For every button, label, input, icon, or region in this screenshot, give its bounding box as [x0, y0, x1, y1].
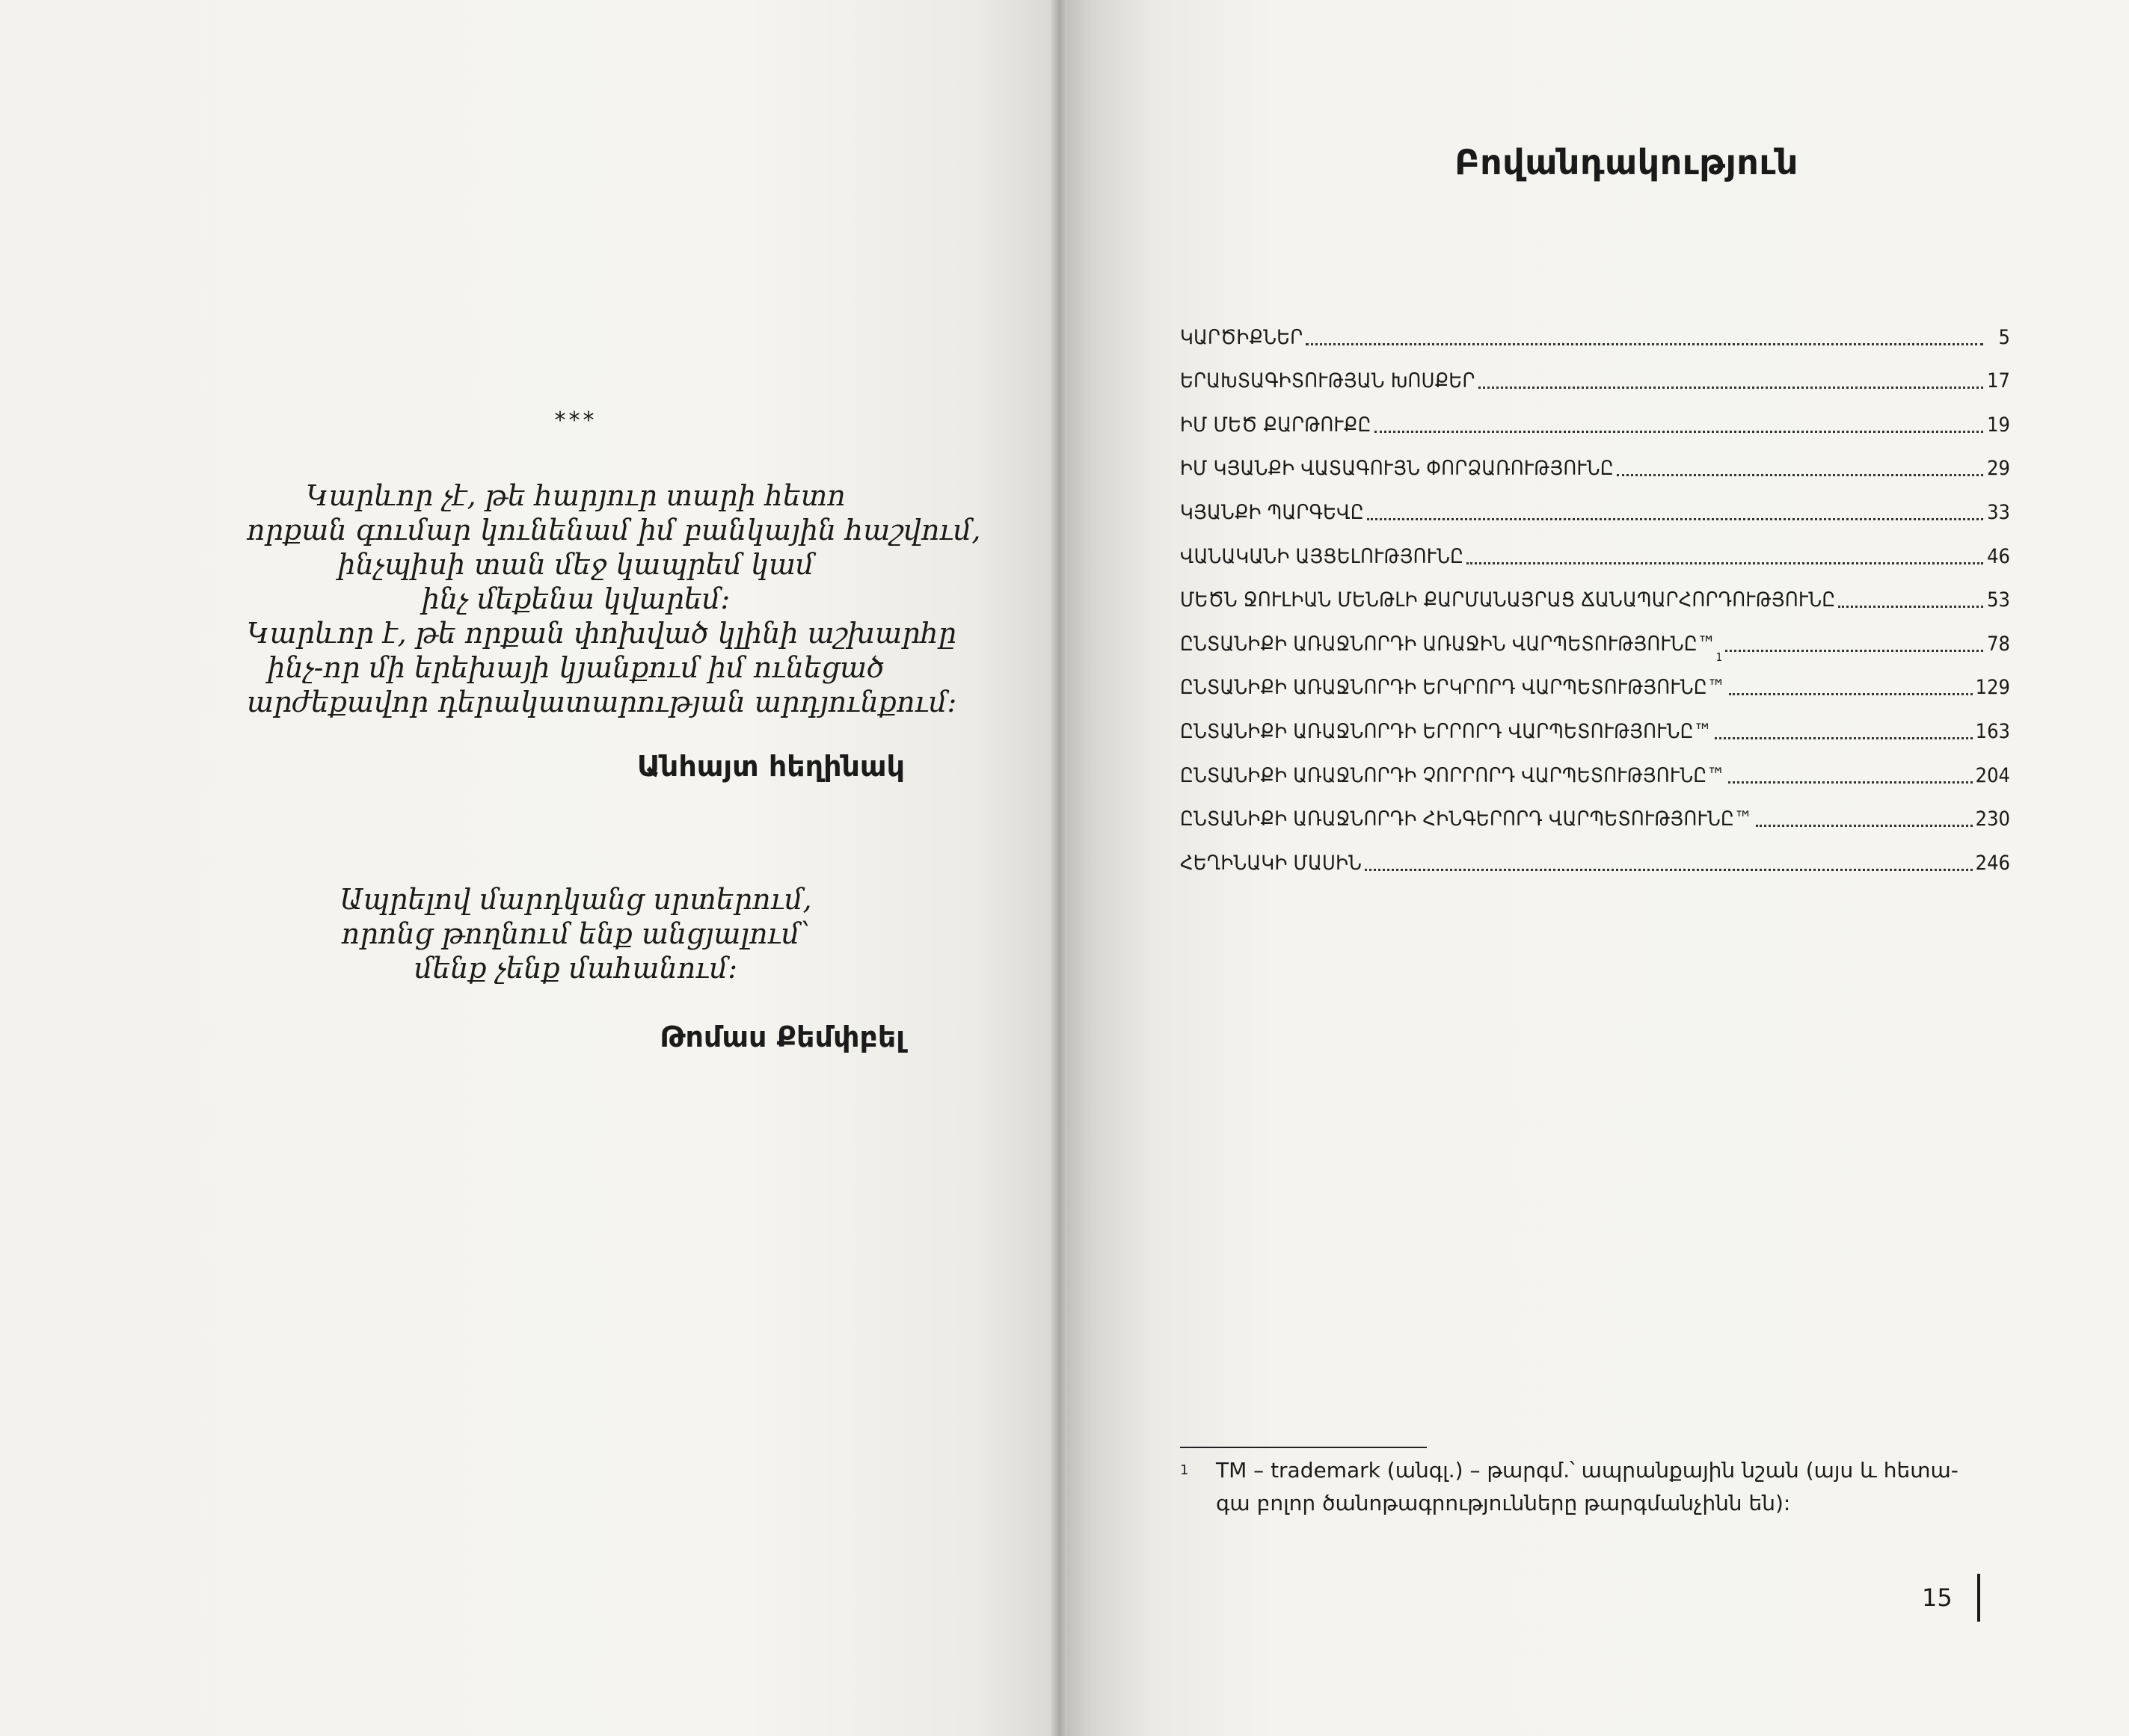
epigraph-line: մենք չենք մահանում:: [414, 952, 738, 985]
toc-page-number: 78: [1987, 632, 2010, 656]
epigraph-line: որոնց թողնում ենք անցյալում՝: [341, 917, 811, 950]
toc-row: [1180, 481, 2010, 526]
toc-entry-title: ԸՆՏԱՆԻՔԻ ԱՌԱՋՆՈՐԴԻ ԵՐՐՈՐԴ ՎԱՐՊԵՏՈՒԹՅՈՒՆԸ™: [1180, 719, 1712, 743]
toc-row: [1180, 570, 2010, 614]
toc-entry-title: ԸՆՏԱՆԻՔԻ ԱՌԱՋՆՈՐԴԻ ՀԻՆԳԵՐՈՐԴ ՎԱՐՊԵՏՈՒԹՅՈՒՆԸ™: [1180, 807, 1753, 831]
epigraph-line: արժեքավոր դերակատարության արդյունքում:: [247, 686, 957, 718]
toc-entry-title: ՄԵԾՆ ՋՈՒԼԻԱՆ ՄԵՆԹԼԻ ՔԱՐՄԱՆԱՅՐԱՑ ՃԱՆԱՊԱՐՀՈՐԴՈՒԹՅՈՒՆԸ: [1180, 588, 1836, 612]
epigraph-line: Կարևոր է, թե որքան փոխված կլինի աշխարհը: [247, 617, 956, 650]
dot-leader: [1729, 693, 1973, 695]
epigraph-line: ինչ մեքենա կվարեմ:: [421, 582, 731, 615]
toc-page-number: 19: [1987, 413, 2010, 437]
toc-entry-title: ՀԵՂԻՆԱԿԻ ՄԱՍԻՆ: [1180, 851, 1363, 875]
toc-page-number: 46: [1987, 544, 2010, 568]
dot-leader: [1838, 606, 1983, 608]
toc-entry-title: ԸՆՏԱՆԻՔԻ ԱՌԱՋՆՈՐԴԻ ԱՌԱՋԻՆ ՎԱՐՊԵՏՈՒԹՅՈՒՆԸ™: [1180, 632, 1716, 656]
toc-row: [1180, 351, 2010, 395]
section-stars: ***: [554, 407, 597, 434]
toc-row: ԸՆՏԱՆԻՔԻ ԱՌԱՋՆՈՐԴԻ ԱՌԱՋԻՆ ՎԱՐՊԵՏՈՒԹՅՈՒՆԸ™ 1 78: [1180, 632, 2010, 664]
toc-row: [1180, 789, 2010, 833]
toc-entry-title: ԿԱՐԾԻՔՆԵՐ: [1180, 325, 1303, 349]
toc-row: [1180, 657, 2010, 701]
epigraph-1-author: Անհայտ հեղինակ: [637, 750, 905, 783]
footnote-line: գա բոլոր ծանոթագրությունները թարգմանչինն են):: [1216, 1491, 1791, 1515]
footnote-line: TM – trademark (անգլ.) – թարգմ.՝ ապրանքային նշան (այս և հետա-: [1216, 1458, 1959, 1483]
toc-page-number: 129: [1975, 676, 2010, 700]
page-number: 15: [1922, 1583, 1953, 1612]
epigraph-line: ինչ-որ մի երեխայի կյանքում իմ ունեցած: [267, 651, 885, 684]
footnote-marker: 1: [1180, 1462, 1189, 1478]
toc-entry-title: ԸՆՏԱՆԻՔԻ ԱՌԱՋՆՈՐԴԻ ՉՈՐՐՈՐԴ ՎԱՐՊԵՏՈՒԹՅՈՒՆԸ™: [1180, 763, 1726, 787]
toc-page-number: 33: [1987, 500, 2010, 524]
epigraph-line: ինչպիսի տան մեջ կապրեմ կամ: [337, 548, 814, 581]
epigraph-line: Կարևոր չէ, թե հարյուր տարի հետո: [306, 479, 846, 512]
left-page: [0, 0, 1058, 1736]
dot-leader: [1756, 825, 1973, 827]
toc-entry-title: ԻՄ ՄԵԾ ՔԱՐԹՈՒՔԸ: [1180, 413, 1371, 437]
toc-row: [1180, 307, 2010, 351]
toc-row: [1180, 526, 2010, 570]
toc-page-number: 246: [1975, 851, 2010, 875]
toc-page-number: 5: [1998, 325, 2010, 349]
dot-leader: [1478, 387, 1983, 389]
toc-page-number: 230: [1975, 807, 2010, 831]
dot-leader: [1728, 781, 1973, 784]
page-number-bar: [1977, 1574, 1980, 1622]
toc-row: [1180, 701, 2010, 745]
footnote-text: [1216, 1454, 2024, 1520]
toc-row: [1180, 394, 2010, 438]
toc-entry-title: ԻՄ ԿՅԱՆՔԻ ՎԱՏԱԳՈՒՅՆ ՓՈՐՁԱՌՈՒԹՅՈՒՆԸ: [1180, 457, 1614, 481]
toc-page-number: 163: [1975, 719, 2010, 743]
toc-page-number: 53: [1987, 588, 2010, 612]
toc-entry-title: ՎԱՆԱԿԱՆԻ ԱՅՑԵԼՈՒԹՅՈՒՆԸ: [1180, 544, 1464, 568]
dot-leader: [1374, 431, 1983, 433]
toc-heading: Բովանդակություն: [1454, 142, 1798, 182]
dot-leader: [1367, 518, 1983, 520]
footnote-divider: [1180, 1447, 1427, 1448]
epigraph-line: որքան գումար կունենամ իմ բանկային հաշվում,: [247, 514, 981, 547]
toc-row: [1180, 832, 2010, 876]
toc-page-number: 204: [1975, 763, 2010, 787]
toc-page-number: 29: [1987, 457, 2010, 481]
table-of-contents: [1180, 307, 2010, 876]
epigraph-2-author: Թոմաս Քեմփբել: [660, 1021, 905, 1053]
toc-entry-title: ԵՐԱԽՏԱԳԻՏՈՒԹՅԱՆ ԽՈՍՔԵՐ: [1180, 369, 1475, 393]
epigraph-2: [247, 882, 905, 985]
dot-leader: [1306, 343, 1983, 345]
dot-leader: [1725, 650, 1983, 652]
dot-leader: [1365, 869, 1972, 871]
toc-page-number: 17: [1987, 369, 2010, 393]
toc-row: [1180, 745, 2010, 789]
toc-entry-title: ԿՅԱՆՔԻ ՊԱՐԳԵՎԸ: [1180, 500, 1364, 524]
toc-row: [1180, 438, 2010, 482]
epigraph-1: [247, 478, 981, 719]
toc-entry-title: ԸՆՏԱՆԻՔԻ ԱՌԱՋՆՈՐԴԻ ԵՐԿՐՈՐԴ ՎԱՐՊԵՏՈՒԹՅՈՒՆԸ™: [1180, 676, 1726, 700]
epigraph-line: Ապրելով մարդկանց սրտերում,: [340, 883, 812, 916]
dot-leader: [1617, 474, 1983, 476]
dot-leader: [1466, 562, 1983, 564]
book-gutter: [1051, 0, 1067, 1736]
dot-leader: [1715, 737, 1972, 739]
